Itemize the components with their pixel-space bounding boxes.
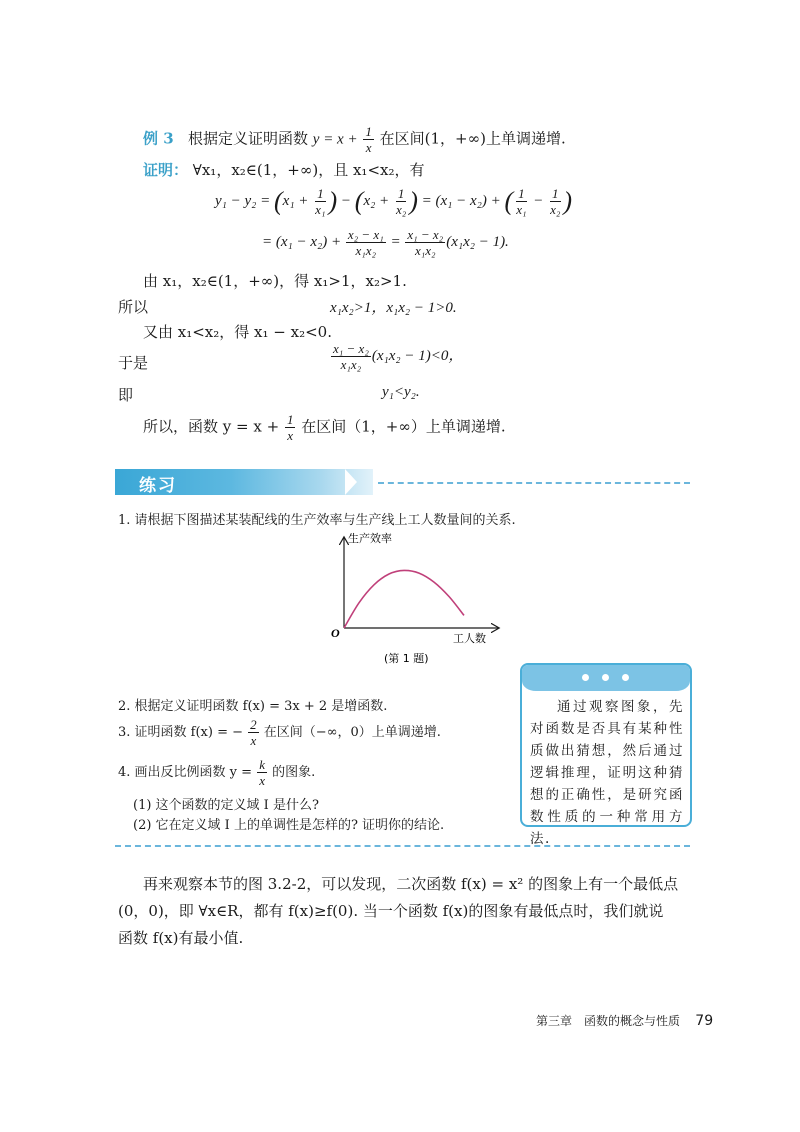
- x-axis-label: 工人数: [453, 632, 486, 645]
- eq1-b: x₂ +: [363, 192, 390, 209]
- proof-given: ∀x₁，x₂∈(1，+∞)，且 x₁<x₂，有: [192, 161, 425, 179]
- practice-q4: [118, 757, 315, 788]
- side-note-tab: [522, 665, 690, 691]
- practice-title: 练习: [139, 476, 177, 496]
- eq1-frac-2: $\frac{1}{\text{x₂}}$: [395, 186, 407, 217]
- side-note-text: 通过观察图象，先对函数是否具有某种性质做出猜想，然后通过逻辑推理，证明这种猜想的正确性，是研究函数性质的一种常用方法.: [530, 699, 684, 847]
- origin-label: O: [331, 626, 340, 640]
- proof-equation-2: [262, 227, 509, 258]
- q4-frac: $\frac{k}{x}$: [259, 757, 265, 788]
- example-label: 例 3: [143, 129, 174, 148]
- note-dot: [582, 674, 589, 681]
- closing-line-3: 函数 f(x)有最小值.: [118, 929, 244, 947]
- side-note: [520, 663, 692, 847]
- eq1-frac-1: $\frac{1}{\text{x₁}}$: [315, 186, 326, 217]
- note-dot: [602, 674, 609, 681]
- practice-q1: 1. 请根据下图描述某装配线的生产效率与生产线上工人数量间的关系.: [118, 513, 516, 528]
- eq1-a: x₁ +: [282, 192, 309, 209]
- production-chart: [318, 528, 518, 668]
- y-axis-label: 生产效率: [348, 532, 392, 545]
- concl-suffix: 在区间（1，+∞）上单调递增.: [301, 417, 506, 436]
- proof-so-expr: x₁x₂>1，x₁x₂ − 1>0.: [330, 300, 457, 316]
- chart-caption: (第 1 题): [384, 652, 429, 665]
- note-dot: [622, 674, 629, 681]
- proof-ie-expr: y₁<y₂.: [382, 384, 420, 400]
- proof-again: 又由 x₁<x₂，得 x₁ − x₂<0.: [143, 323, 332, 341]
- eq2-frac-2: $\frac{\text{x₁ − x₂}}{\text{x₁x₂}}$: [407, 227, 444, 258]
- eq1-mid: = (x₁ − x₂) +: [421, 192, 501, 209]
- eq1-minus-2: −: [533, 192, 544, 209]
- example-fn-head: y = x +: [312, 131, 358, 148]
- eq1-frac-4: $\frac{1}{\text{x₂}}$: [550, 186, 561, 217]
- proof-equation-1: y₁ − y₂ = (x₁ + $\frac{1}{\text{x₁}}$ ) − (x₂ + $\frac{1}{\text{x₂}}$ ) = (x₁ − x₂) + ( $\frac{1}{\text{x₁}}$ − $\frac{1}{\text{x₂}}$ ): [215, 186, 573, 217]
- q3-prefix: 3. 证明函数 f(x) = −: [118, 725, 244, 740]
- q3-frac: $\frac{2}{x}$: [250, 717, 257, 748]
- example-frac-den: x: [365, 140, 372, 155]
- example-frac-num: 1: [365, 124, 372, 139]
- proof-line-from: 由 x₁，x₂∈(1，+∞)，得 x₁>1，x₂>1.: [143, 272, 407, 290]
- example-fraction: [363, 124, 374, 155]
- practice-q4-sub2: (2) 它在定义域 I 上的单调性是怎样的? 证明你的结论.: [133, 818, 445, 833]
- eq1-lhs: y₁ − y₂ =: [215, 192, 271, 209]
- eq2-a: = (x₁ − x₂) +: [262, 233, 342, 250]
- eq1-frac-3: $\frac{1}{\text{x₁}}$: [516, 186, 527, 217]
- thus-tail: (x₁x₂ − 1)<0，: [371, 347, 464, 364]
- proof-thus-expr: [330, 341, 463, 372]
- proof-so-label: 所以: [118, 298, 149, 316]
- proof-label: 证明：: [143, 161, 189, 179]
- practice-q4-sub1: (1) 这个函数的定义域 I 是什么?: [133, 798, 319, 813]
- page-number: 79: [695, 1013, 714, 1029]
- proof-ie-label: 即: [118, 386, 134, 404]
- thus-frac: $\frac{\text{x₁ − x₂}}{\text{x₁x₂}}$: [333, 341, 369, 372]
- banner-chevron: [345, 469, 357, 495]
- q3-suffix: 在区间（−∞，0）上单调递增.: [263, 725, 441, 740]
- eq2-eq: =: [390, 233, 401, 250]
- proof-thus-label: 于是: [118, 354, 149, 372]
- practice-bottom-divider: [115, 845, 690, 847]
- example-stmt-suffix: 在区间(1，+∞)上单调递增.: [379, 129, 566, 148]
- practice-q2: 2. 根据定义证明函数 f(x) = 3x + 2 是增函数.: [118, 699, 388, 714]
- q4-prefix: 4. 画出反比例函数 y =: [118, 765, 253, 780]
- footer-chapter: 第三章 函数的概念与性质: [536, 1014, 681, 1028]
- example-stmt-prefix: 根据定义证明函数: [187, 129, 308, 148]
- closing-line-2: (0，0)，即 ∀x∈R，都有 f(x)≥f(0). 当一个函数 f(x)的图象有最低点时，我们就说: [118, 902, 664, 920]
- concl-frac: $\frac{1}{x}$: [286, 412, 294, 443]
- practice-banner: [115, 469, 373, 495]
- efficiency-curve: [344, 570, 464, 628]
- q4-suffix: 的图象.: [272, 765, 316, 780]
- example-statement: [143, 124, 566, 155]
- proof-given-line: [143, 159, 425, 180]
- proof-conclusion: [143, 412, 506, 443]
- eq2-tail: (x₁x₂ − 1).: [446, 233, 509, 250]
- practice-top-divider: [378, 482, 690, 484]
- closing-line-1: 再来观察本节的图 3.2-2，可以发现，二次函数 f(x) = x² 的图象上有一个最低点: [143, 875, 679, 893]
- practice-q3: [118, 717, 441, 748]
- page-footer: [536, 1010, 713, 1029]
- eq1-minus: −: [340, 192, 352, 209]
- concl-prefix: 所以，函数 y = x +: [143, 417, 280, 436]
- eq2-frac-1: $\frac{\text{x₂ − x₁}}{\text{x₁x₂}}$: [347, 227, 384, 258]
